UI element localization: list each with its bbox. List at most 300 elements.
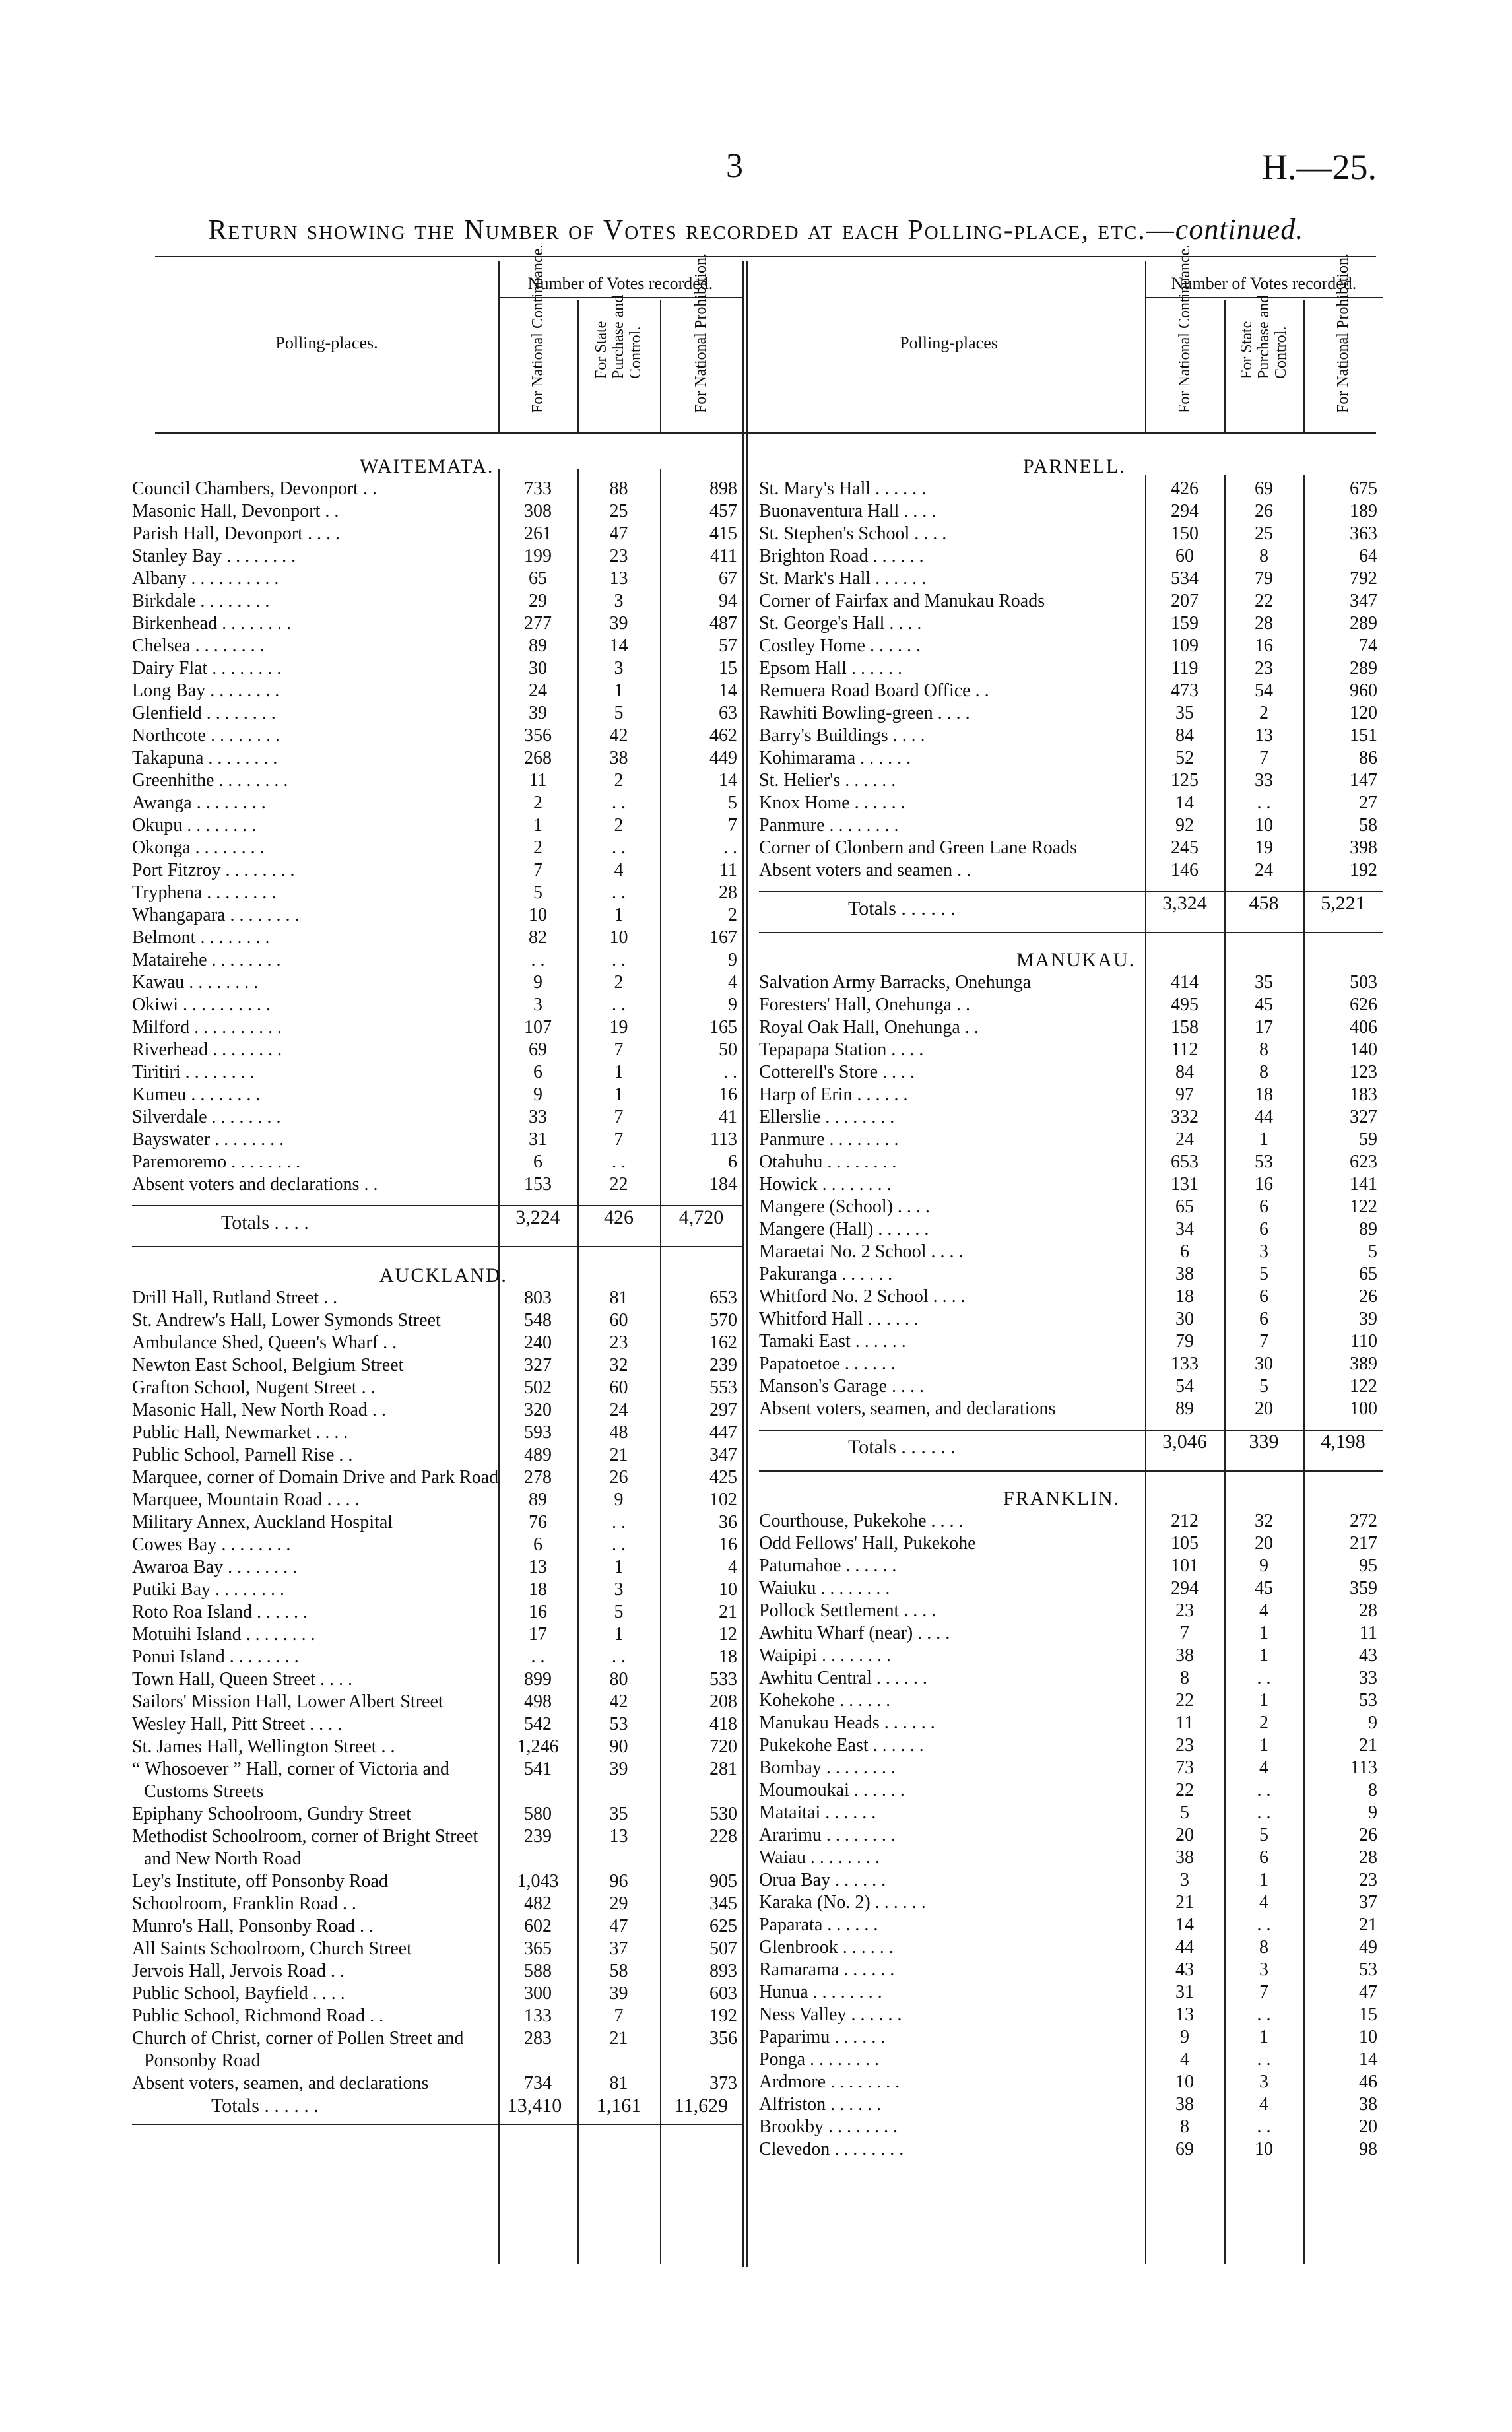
votes-prohibition: 14 <box>1359 2049 1377 2070</box>
votes-prohibition: 64 <box>1359 546 1377 566</box>
votes-continuance: 207 <box>1171 591 1199 611</box>
totals-prohibition: 11,629 <box>674 2095 729 2117</box>
header-continuance-left: For National Continuance. <box>529 244 546 413</box>
polling-place-name: Ponga . . . . . . . . <box>759 2049 879 2070</box>
table-row <box>132 478 742 500</box>
polling-place-name: Bombay . . . . . . . . <box>759 1758 896 1778</box>
table-row <box>759 680 1383 702</box>
table-row <box>759 1645 1383 1667</box>
votes-prohibition: 570 <box>709 1310 737 1331</box>
table-row <box>132 837 742 859</box>
votes-continuance: 14 <box>1175 1915 1194 1935</box>
table-row <box>132 657 742 680</box>
polling-place-name: Foresters' Hall, Onehunga . . <box>759 995 970 1015</box>
votes-state-control: 3 <box>614 658 624 678</box>
votes-prohibition: 10 <box>1359 2027 1377 2047</box>
votes-continuance: 82 <box>529 927 547 948</box>
votes-state-control: . . <box>1257 793 1271 813</box>
votes-state-control: 10 <box>609 927 628 948</box>
votes-state-control: 4 <box>1259 1758 1268 1778</box>
polling-place-name: Drill Hall, Rutland Street . . <box>132 1288 338 1308</box>
votes-prohibition: 53 <box>1359 1690 1377 1711</box>
table-row <box>759 1398 1383 1420</box>
votes-state-control: 8 <box>1259 1937 1268 1957</box>
votes-prohibition: 217 <box>1350 1533 1377 1554</box>
votes-state-control: 1 <box>1259 2027 1268 2047</box>
votes-prohibition: 47 <box>1359 1982 1377 2002</box>
table-row <box>759 1667 1383 1690</box>
polling-place-name: Corner of Fairfax and Manukau Roads <box>759 591 1045 611</box>
votes-prohibition: 14 <box>719 770 737 791</box>
votes-continuance: 84 <box>1175 1062 1194 1082</box>
votes-continuance: 43 <box>1175 1959 1194 1980</box>
votes-state-control: 10 <box>1255 2139 1273 2159</box>
votes-state-control: . . <box>1257 1668 1271 1688</box>
waitemata-rows <box>132 478 742 1196</box>
table-row <box>132 927 742 949</box>
votes-continuance: 4 <box>1180 2049 1189 2070</box>
votes-state-control: 1 <box>1259 1690 1268 1711</box>
votes-continuance: 119 <box>1171 658 1199 678</box>
votes-continuance: 365 <box>524 1938 552 1959</box>
polling-place-name: Masonic Hall, Devonport . . <box>132 501 339 521</box>
polling-places-header-left: Polling-places. <box>275 333 378 352</box>
votes-state-control: . . <box>1257 1915 1271 1935</box>
totals-prohibition: 4,198 <box>1321 1431 1365 1453</box>
votes-prohibition: 960 <box>1350 680 1377 701</box>
votes-prohibition: 623 <box>1350 1152 1377 1172</box>
votes-continuance: 10 <box>529 905 547 925</box>
polling-place-name: Waipipi . . . . . . . . <box>759 1645 891 1666</box>
votes-state-control: 10 <box>1255 815 1273 836</box>
table-row <box>759 1600 1383 1622</box>
totals-continuance: 3,046 <box>1162 1431 1207 1453</box>
left-table <box>132 455 742 2125</box>
table-row <box>759 725 1383 747</box>
votes-prohibition: 59 <box>1359 1129 1377 1150</box>
votes-prohibition: 373 <box>709 2073 737 2093</box>
votes-state-control: 45 <box>1255 1578 1273 1598</box>
votes-continuance: 6 <box>533 1152 542 1172</box>
polling-place-name: Royal Oak Hall, Onehunga . . <box>759 1017 979 1037</box>
votes-state-control: 69 <box>1255 478 1273 499</box>
table-row <box>759 1757 1383 1779</box>
votes-prohibition: 4 <box>728 1557 737 1577</box>
votes-continuance: 541 <box>524 1759 552 1779</box>
polling-place-name: Pakuranga . . . . . . <box>759 1264 893 1284</box>
polling-place-name: Waiuku . . . . . . . . <box>759 1578 890 1598</box>
votes-continuance: 73 <box>1175 1758 1194 1778</box>
votes-continuance: 803 <box>524 1288 552 1308</box>
table-row <box>759 568 1383 590</box>
table-row <box>132 859 742 882</box>
table-row <box>132 1646 742 1668</box>
table-row <box>759 1869 1383 1891</box>
polling-place-name: Albany . . . . . . . . . . <box>132 568 279 589</box>
votes-state-control: 21 <box>609 2028 628 2049</box>
table-row <box>132 1287 742 1309</box>
votes-prohibition: 63 <box>719 703 737 723</box>
votes-continuance: 107 <box>524 1017 552 1037</box>
votes-state-control: 3 <box>1259 1959 1268 1980</box>
votes-state-control: 13 <box>609 568 628 589</box>
table-row <box>759 1555 1383 1577</box>
votes-continuance: . . <box>531 1647 545 1667</box>
votes-prohibition: 167 <box>709 927 737 948</box>
table-row <box>132 1511 742 1534</box>
votes-state-control: 17 <box>1255 1017 1273 1037</box>
table-row <box>132 1309 742 1332</box>
votes-prohibition: 21 <box>1359 1915 1377 1935</box>
votes-state-control: 6 <box>1259 1286 1268 1307</box>
votes-state-control: 1 <box>614 680 624 701</box>
votes-state-control: 6 <box>1259 1847 1268 1868</box>
votes-state-control: 47 <box>609 1916 628 1936</box>
table-row <box>759 1331 1383 1353</box>
polling-place-name: Kohimarama . . . . . . <box>759 748 911 768</box>
table-row <box>132 792 742 814</box>
polling-place-name: Orua Bay . . . . . . <box>759 1870 886 1890</box>
votes-state-control: 4 <box>1259 2094 1268 2115</box>
votes-prohibition: 418 <box>709 1714 737 1734</box>
table-row <box>132 971 742 994</box>
polling-place-name: Brookby . . . . . . . . <box>759 2117 898 2137</box>
votes-continuance: 8 <box>1180 1668 1189 1688</box>
votes-prohibition: 347 <box>709 1445 737 1465</box>
totals-label: Totals . . . . . . <box>848 1436 956 1458</box>
header-state-left: For State Purchase and Control. <box>593 294 644 379</box>
table-row <box>132 949 742 971</box>
votes-continuance: 294 <box>1171 501 1199 521</box>
votes-prohibition: . . <box>723 838 737 858</box>
polling-place-name: Kohekohe . . . . . . <box>759 1690 891 1711</box>
polling-place-name: Council Chambers, Devonport . . <box>132 478 377 499</box>
votes-state-control: 47 <box>609 523 628 544</box>
votes-prohibition: 122 <box>1350 1376 1377 1397</box>
table-row <box>759 1039 1383 1061</box>
table-row <box>132 1016 742 1039</box>
votes-prohibition: 21 <box>1359 1735 1377 1756</box>
votes-state-control: 90 <box>609 1736 628 1757</box>
votes-prohibition: 11 <box>1360 1623 1377 1643</box>
polling-place-name: Ponui Island . . . . . . . . <box>132 1647 299 1667</box>
votes-continuance: 3 <box>533 995 542 1015</box>
votes-continuance: 34 <box>1175 1219 1194 1239</box>
votes-continuance: 13 <box>529 1557 547 1577</box>
polling-place-name: Brighton Road . . . . . . <box>759 546 924 566</box>
totals-prohibition: 4,720 <box>678 1206 724 1228</box>
votes-state-control: 88 <box>609 478 628 499</box>
votes-continuance: 489 <box>524 1445 552 1465</box>
polling-place-name: Knox Home . . . . . . <box>759 793 905 813</box>
polling-place-name: Town Hall, Queen Street . . . . <box>132 1669 352 1690</box>
votes-prohibition: 147 <box>1350 770 1377 791</box>
polling-place-name: Paparimu . . . . . . <box>759 2027 886 2047</box>
votes-prohibition: 67 <box>719 568 737 589</box>
votes-prohibition: 41 <box>719 1107 737 1127</box>
section-heading-franklin: FRANKLIN. <box>1003 1488 1121 1509</box>
votes-continuance: 356 <box>524 725 552 746</box>
polling-place-name: Remuera Road Board Office . . <box>759 680 989 701</box>
table-row <box>132 1736 742 1758</box>
totals-continuance: 3,224 <box>515 1206 560 1228</box>
votes-continuance: 580 <box>524 1804 552 1824</box>
votes-prohibition: 39 <box>1359 1309 1377 1329</box>
votes-continuance: 9 <box>533 1084 542 1105</box>
votes-continuance: 240 <box>524 1332 552 1353</box>
votes-prohibition: 100 <box>1350 1398 1377 1419</box>
votes-prohibition: 425 <box>709 1467 737 1488</box>
votes-state-control: 1 <box>1259 1870 1268 1890</box>
polling-place-name: Greenhithe . . . . . . . . <box>132 770 288 791</box>
votes-state-control: 35 <box>609 1804 628 1824</box>
polling-place-name: Okupu . . . . . . . . <box>132 815 257 836</box>
votes-continuance: 1,246 <box>517 1736 559 1757</box>
polling-place-name: Jervois Hall, Jervois Road . . <box>132 1961 345 1981</box>
votes-state-control: 19 <box>609 1017 628 1037</box>
votes-prohibition: 905 <box>709 1871 737 1891</box>
votes-state-control: 1 <box>614 1624 624 1645</box>
polling-place-name: Masonic Hall, New North Road . . <box>132 1400 386 1420</box>
votes-prohibition: 356 <box>709 2028 737 2049</box>
votes-state-control: 4 <box>1259 1600 1268 1621</box>
votes-prohibition: 447 <box>709 1422 737 1443</box>
votes-continuance: 54 <box>1175 1376 1194 1397</box>
votes-continuance: 11 <box>529 770 547 791</box>
polling-place-name: Motuihi Island . . . . . . . . <box>132 1624 315 1645</box>
votes-prohibition: 37 <box>1359 1892 1377 1913</box>
table-row <box>132 1151 742 1173</box>
table-row <box>759 1577 1383 1600</box>
votes-continuance: 89 <box>1175 1398 1194 1419</box>
votes-state-control: 1 <box>614 1084 624 1105</box>
votes-continuance: 16 <box>529 1602 547 1622</box>
votes-prohibition: 183 <box>1350 1084 1377 1105</box>
polling-place-name: Sailors' Mission Hall, Lower Albert Street <box>132 1692 444 1712</box>
polling-place-name: Matairehe . . . . . . . . <box>132 950 281 970</box>
polling-place-name: Methodist Schoolroom, corner of Bright Street and New North Road <box>132 1826 478 1869</box>
table-row <box>759 1891 1383 1914</box>
votes-prohibition: 58 <box>1359 815 1377 836</box>
polling-place-name: Epiphany Schoolroom, Gundry Street <box>132 1804 412 1824</box>
votes-continuance: 9 <box>533 972 542 993</box>
polling-place-name: Alfriston . . . . . . <box>759 2094 882 2115</box>
table-row <box>759 2093 1383 2116</box>
votes-prohibition: 123 <box>1350 1062 1377 1082</box>
votes-continuance: 84 <box>1175 725 1194 746</box>
polling-place-name: Whitford Hall . . . . . . <box>759 1309 919 1329</box>
votes-continuance: 30 <box>529 658 547 678</box>
votes-continuance: 20 <box>1175 1825 1194 1845</box>
table-row <box>132 1489 742 1511</box>
votes-state-control: 3 <box>1259 1241 1268 1262</box>
section-heading-waitemata: WAITEMATA. <box>360 455 494 477</box>
table-row <box>759 2116 1383 2138</box>
votes-prohibition: 327 <box>1350 1107 1377 1127</box>
votes-continuance: 22 <box>1175 1780 1194 1800</box>
votes-prohibition: 113 <box>710 1129 737 1150</box>
polling-place-name: Mangere (School) . . . . <box>759 1197 930 1217</box>
votes-state-control: . . <box>1257 2117 1271 2137</box>
votes-group-header-left: Number of Votes recorded. <box>527 274 713 293</box>
votes-state-control: 22 <box>609 1174 628 1195</box>
votes-continuance: 2 <box>533 838 542 858</box>
table-row <box>132 994 742 1016</box>
votes-state-control: 20 <box>1255 1398 1273 1419</box>
table-row <box>132 1444 742 1466</box>
polling-place-name: Pollock Settlement . . . . <box>759 1600 937 1621</box>
polling-place-name: Glenbrook . . . . . . <box>759 1937 894 1957</box>
votes-continuance: 146 <box>1171 860 1199 880</box>
votes-state-control: 5 <box>614 1602 624 1622</box>
table-row <box>132 1624 742 1646</box>
polling-place-name: Wesley Hall, Pitt Street . . . . <box>132 1714 343 1734</box>
votes-prohibition: 36 <box>719 1512 737 1532</box>
table-row <box>132 1579 742 1601</box>
votes-continuance: 212 <box>1171 1511 1199 1531</box>
votes-state-control: 2 <box>614 770 624 791</box>
votes-continuance: 320 <box>524 1400 552 1420</box>
votes-state-control: 24 <box>1255 860 1273 880</box>
votes-continuance: 23 <box>1175 1600 1194 1621</box>
votes-prohibition: 98 <box>1359 2139 1377 2159</box>
polling-place-name: Absent voters and seamen . . <box>759 860 971 880</box>
polling-place-name: Karaka (No. 2) . . . . . . <box>759 1892 926 1913</box>
votes-prohibition: 289 <box>1350 613 1377 634</box>
votes-prohibition: 141 <box>1350 1174 1377 1195</box>
polling-place-name: Chelsea . . . . . . . . <box>132 636 265 656</box>
votes-state-control: 8 <box>1259 546 1268 566</box>
votes-prohibition: 184 <box>709 1174 737 1195</box>
votes-prohibition: 65 <box>1359 1264 1377 1284</box>
votes-prohibition: 9 <box>728 995 737 1015</box>
votes-prohibition: 281 <box>709 1759 737 1779</box>
votes-state-control: 26 <box>1255 501 1273 521</box>
polling-place-name: Awhitu Wharf (near) . . . . <box>759 1623 950 1643</box>
votes-continuance: 38 <box>1175 1847 1194 1868</box>
table-row <box>759 1241 1383 1263</box>
table-row <box>132 1915 742 1938</box>
votes-prohibition: 21 <box>719 1602 737 1622</box>
table-row <box>759 1353 1383 1375</box>
votes-state-control: 24 <box>609 1400 628 1420</box>
votes-state-control: 29 <box>609 1893 628 1914</box>
polling-place-name: Public School, Bayfield . . . . <box>132 1983 345 2004</box>
table-row <box>132 1534 742 1556</box>
votes-prohibition: 406 <box>1350 1017 1377 1037</box>
votes-prohibition: 5 <box>1368 1241 1377 1262</box>
polling-place-name: Awhitu Central . . . . . . <box>759 1668 927 1688</box>
votes-state-control: 25 <box>609 501 628 521</box>
polling-place-name: Stanley Bay . . . . . . . . <box>132 546 296 566</box>
votes-state-control: 53 <box>1255 1152 1273 1172</box>
table-row <box>132 882 742 904</box>
votes-prohibition: 74 <box>1359 636 1377 656</box>
votes-continuance: 131 <box>1171 1174 1199 1195</box>
table-row <box>759 971 1383 994</box>
votes-continuance: 150 <box>1171 523 1199 544</box>
votes-prohibition: 189 <box>1350 501 1377 521</box>
votes-state-control: . . <box>612 838 626 858</box>
votes-prohibition: 415 <box>709 523 737 544</box>
votes-continuance: 9 <box>1180 2027 1189 2047</box>
votes-state-control: . . <box>612 882 626 903</box>
polling-place-name: Bayswater . . . . . . . . <box>132 1129 284 1150</box>
votes-state-control: . . <box>612 950 626 970</box>
votes-prohibition: 347 <box>1350 591 1377 611</box>
table-row <box>759 792 1383 814</box>
votes-state-control: . . <box>612 1647 626 1667</box>
votes-continuance: 65 <box>1175 1197 1194 1217</box>
polling-place-name: Corner of Clonbern and Green Lane Roads <box>759 838 1078 858</box>
votes-continuance: 92 <box>1175 815 1194 836</box>
table-row <box>132 1399 742 1422</box>
polling-place-name: Glenfield . . . . . . . . <box>132 703 276 723</box>
header-prohibition-right: For National Prohibition. <box>1334 253 1352 413</box>
polling-place-name: “ Whosoever ” Hall, corner of Victoria and Customs Streets <box>132 1759 449 1802</box>
table-row <box>759 2049 1383 2071</box>
polling-place-name: St. Stephen's School . . . . <box>759 523 947 544</box>
votes-continuance: 14 <box>1175 793 1194 813</box>
table-row <box>759 1129 1383 1151</box>
table-row <box>132 1938 742 1960</box>
votes-state-control: . . <box>1257 2049 1271 2070</box>
votes-prohibition: 898 <box>709 478 737 499</box>
table-row <box>132 1332 742 1354</box>
votes-prohibition: 110 <box>1350 1331 1377 1352</box>
polling-place-name: Parish Hall, Devonport . . . . <box>132 523 340 544</box>
polling-places-header-right: Polling-places <box>900 333 998 352</box>
votes-continuance: 133 <box>1171 1354 1199 1374</box>
votes-state-control: 1 <box>614 1557 624 1577</box>
table-row <box>759 814 1383 837</box>
votes-continuance: 35 <box>1175 703 1194 723</box>
header-prohibition-left: For National Prohibition. <box>692 253 709 413</box>
votes-prohibition: 151 <box>1350 725 1377 746</box>
votes-prohibition: 8 <box>1368 1780 1377 1800</box>
votes-continuance: 69 <box>529 1039 547 1060</box>
table-row <box>132 1466 742 1489</box>
votes-state-control: 45 <box>1255 995 1273 1015</box>
totals-label: Totals . . . . <box>221 1212 309 1233</box>
auckland-rows <box>132 1287 742 2095</box>
table-row <box>132 1129 742 1151</box>
table-row <box>132 1960 742 1983</box>
table-row <box>759 1802 1383 1824</box>
votes-state-control: . . <box>1257 1802 1271 1823</box>
totals-state: 426 <box>604 1206 634 1228</box>
votes-continuance: 159 <box>1171 613 1199 634</box>
votes-continuance: 5 <box>1180 1802 1189 1823</box>
table-row <box>759 1375 1383 1398</box>
polling-place-name: St. George's Hall . . . . <box>759 613 922 634</box>
polling-place-name: Ambulance Shed, Queen's Wharf . . <box>132 1332 397 1353</box>
votes-continuance: 97 <box>1175 1084 1194 1105</box>
table-row <box>759 1151 1383 1173</box>
votes-state-control: 14 <box>609 636 628 656</box>
votes-state-control: 7 <box>1259 748 1268 768</box>
table-row <box>759 2071 1383 2093</box>
table-row <box>132 2027 742 2072</box>
votes-continuance: 33 <box>529 1107 547 1127</box>
polling-place-name: Kumeu . . . . . . . . <box>132 1084 261 1105</box>
polling-place-name: Silverdale . . . . . . . . <box>132 1107 281 1127</box>
votes-continuance: 89 <box>529 636 547 656</box>
table-row <box>132 500 742 523</box>
votes-state-control: 39 <box>609 1759 628 1779</box>
table-row <box>132 680 742 702</box>
votes-continuance: 17 <box>529 1624 547 1645</box>
